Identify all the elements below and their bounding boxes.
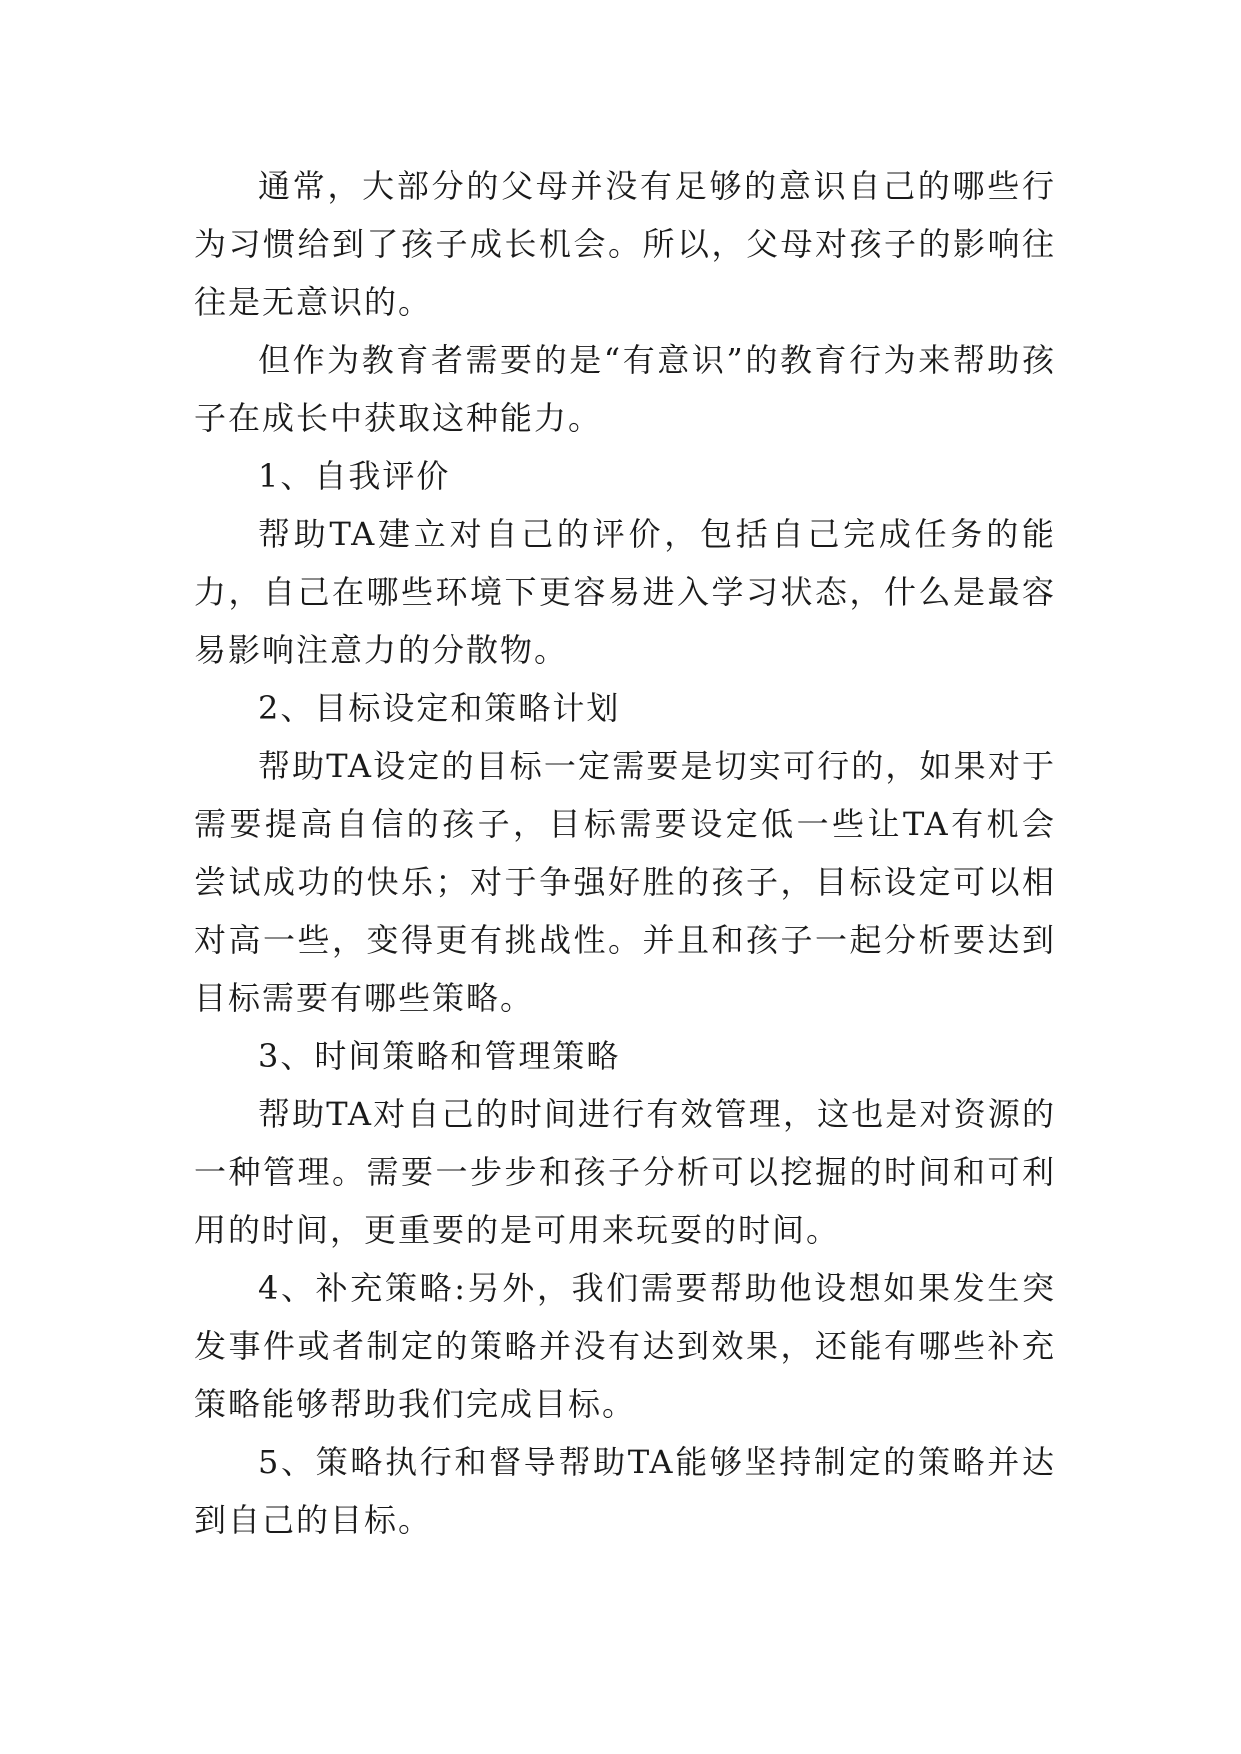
paragraph-self-evaluation: 帮助TA建立对自己的评价，包括自己完成任务的能力，自己在哪些环境下更容易进入学习状态，什么是最容易影响注意力的分散物。	[194, 515, 1056, 669]
paragraph-educator: 但作为教育者需要的是“有意识”的教育行为来帮助孩子在成长中获取这种能力。	[194, 341, 1056, 437]
paragraph-supplementary-strategy: 4、补充策略:另外，我们需要帮助他设想如果发生突发事件或者制定的策略并没有达到效果，还能有哪些补充策略能够帮助我们完成目标。	[194, 1269, 1056, 1423]
heading-goal-setting: 2、目标设定和策略计划	[258, 689, 621, 727]
paragraph-time-management: 帮助TA对自己的时间进行有效管理，这也是对资源的一种管理。需要一步步和孩子分析可以挖掘的时间和可利用的时间，更重要的是可用来玩耍的时间。	[194, 1095, 1056, 1249]
paragraph-intro: 通常，大部分的父母并没有足够的意识自己的哪些行为习惯给到了孩子成长机会。所以，父母对孩子的影响往往是无意识的。	[194, 167, 1056, 321]
paragraph-execution-supervision: 5、策略执行和督导帮助TA能够坚持制定的策略并达到自己的目标。	[194, 1443, 1056, 1539]
heading-time-management: 3、时间策略和管理策略	[258, 1037, 621, 1075]
heading-self-evaluation: 1、自我评价	[258, 457, 451, 495]
document-body	[194, 157, 1056, 1549]
paragraph-goal-setting: 帮助TA设定的目标一定需要是切实可行的，如果对于需要提高自信的孩子，目标需要设定低一些让TA有机会尝试成功的快乐；对于争强好胜的孩子，目标设定可以相对高一些，变得更有挑战性。并且和孩子一起分析要达到目标需要有哪些策略。	[194, 747, 1056, 1017]
